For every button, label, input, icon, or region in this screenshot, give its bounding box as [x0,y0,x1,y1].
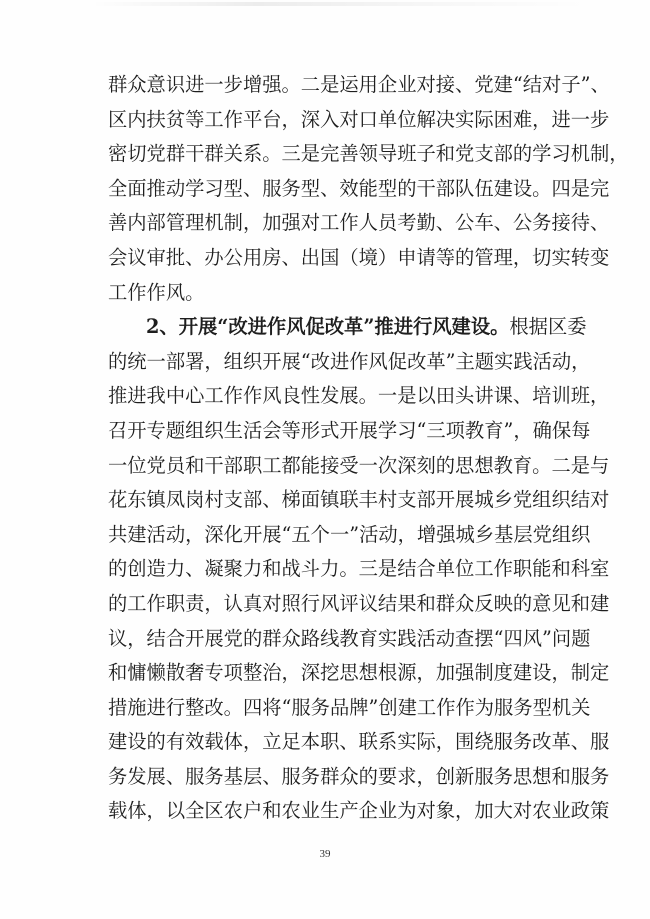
document-body [108,68,629,829]
text-line: 善内部管理机制，加强对工作人员考勤、公车、公务接待、 [108,211,610,235]
text-line: 和慵懒散奢专项整治，深挖思想根源，加强制度建设，制定 [108,661,610,685]
text-line: 的工作职责，认真对照行风评议结果和群众反映的意见和建 [108,591,610,615]
text-line: 召开专题组织生活会等形式开展学习“三项教育”，确保每 [108,418,591,442]
text-line: 务发展、服务基层、服务群众的要求，创新服务思想和服务 [108,764,610,788]
section-heading-continuation: 根据区委 [509,315,587,339]
text-line: 花东镇凤岗村支部、梯面镇联丰村支部开展城乡党组织结对 [108,488,610,512]
text-line: 的统一部署，组织开展“改进作风促改革”主题实践活动， [108,349,591,373]
text-line: 一位党员和干部职工都能接受一次深刻的思想教育。二是与 [108,453,610,477]
text-line: 建设的有效载体，立足本职、联系实际，围绕服务改革、服 [108,730,610,754]
text-line: 推进我中心工作作风良性发展。一是以田头讲课、培训班， [108,384,610,408]
scan-edge-artifact [90,2,590,6]
text-line: 区内扶贫等工作平台，深入对口单位解决实际困难，进一步 [108,107,610,131]
section-heading: 2、开展“改进作风促改革”推进行风建设。 [146,315,510,339]
paragraph-2 [108,310,610,829]
text-line: 共建活动，深化开展“五个一”活动，增强城乡基层党组织 [108,522,591,546]
text-line: 措施进行整改。四将“服务品牌”创建工作作为服务型机关 [108,695,591,719]
page-number: 39 [319,848,331,860]
text-line: 全面推动学习型、服务型、效能型的干部队伍建设。四是完 [108,176,610,200]
paragraph-1 [108,68,629,310]
text-line: 会议审批、办公用房、出国（境）申请等的管理，切实转变 [108,245,610,269]
section-heading-line [108,310,587,345]
text-line: 工作作风。 [108,280,205,304]
text-line: 的创造力、凝聚力和战斗力。三是结合单位工作职能和科室 [108,557,610,581]
text-line: 密切党群干群关系。三是完善领导班子和党支部的学习机制， [108,142,629,166]
text-line: 群众意识进一步增强。二是运用企业对接、党建“结对子”、 [108,73,610,96]
text-line: 载体，以全区农户和农业生产企业为对象，加大对农业政策 [108,799,610,823]
text-line: 议，结合开展党的群众路线教育实践活动查摆“四风”问题 [108,626,591,650]
